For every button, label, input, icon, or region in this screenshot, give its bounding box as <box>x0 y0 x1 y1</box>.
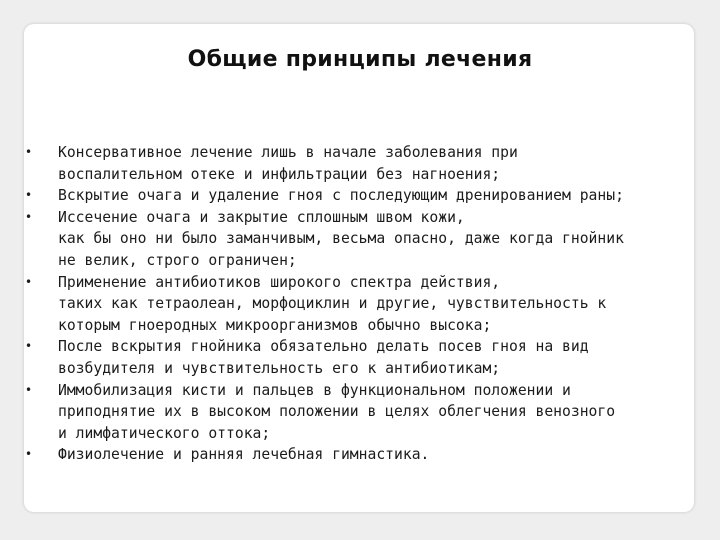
list-item-line: Применение антибиотиков широкого спектра действия, <box>58 273 501 291</box>
list-item-line: Иммобилизация кисти и пальцев в функциональном положении и <box>58 381 571 399</box>
list-item <box>0 444 720 466</box>
list-item-line: и лимфатического оттока; <box>58 424 271 442</box>
list-item-line: как бы оно ни было заманчивым, весьма опасно, даже когда гнойник <box>58 230 624 248</box>
list-item <box>0 185 720 207</box>
list-item-line: приподнятие их в высоком положении в целях облегчения венозного <box>58 403 616 421</box>
bullet-icon: • <box>25 188 33 203</box>
list-item-line: возбудителя и чувствительность его к антибиотикам; <box>58 359 501 377</box>
list-item-line: воспалительном отеке и инфильтрации без нагноения; <box>58 165 501 183</box>
list-item-line: таких как тетраолеан, морфоциклин и другие, чувствительность к <box>58 295 607 313</box>
list-item <box>0 380 720 445</box>
list-item-line: Иссечение очага и закрытие сплошным швом кожи, <box>58 208 465 226</box>
bullet-list <box>0 142 720 466</box>
list-item-line: которым гноеродных микроорганизмов обычно высока; <box>58 316 492 334</box>
bullet-icon: • <box>25 339 33 354</box>
list-item-line: не велик, строго ограничен; <box>58 251 297 269</box>
slide-title: Общие принципы лечения <box>187 47 533 72</box>
list-item-line: Консервативное лечение лишь в начале заболевания при <box>58 144 518 161</box>
list-item <box>0 207 720 272</box>
bullet-icon: • <box>25 447 33 462</box>
list-item <box>0 142 720 185</box>
bullet-icon: • <box>25 382 33 397</box>
list-item <box>0 272 720 337</box>
list-item-line: После вскрытия гнойника обязательно делать посев гноя на вид <box>58 338 589 356</box>
list-item-line: Физиолечение и ранняя лечебная гимнастика. <box>58 446 430 464</box>
bullet-icon: • <box>25 274 33 289</box>
list-item-line: Вскрытие очага и удаление гноя с последующим дренированием раны; <box>58 187 624 205</box>
bullet-icon: • <box>25 209 33 224</box>
bullet-icon: • <box>25 145 33 159</box>
list-item <box>0 336 720 379</box>
